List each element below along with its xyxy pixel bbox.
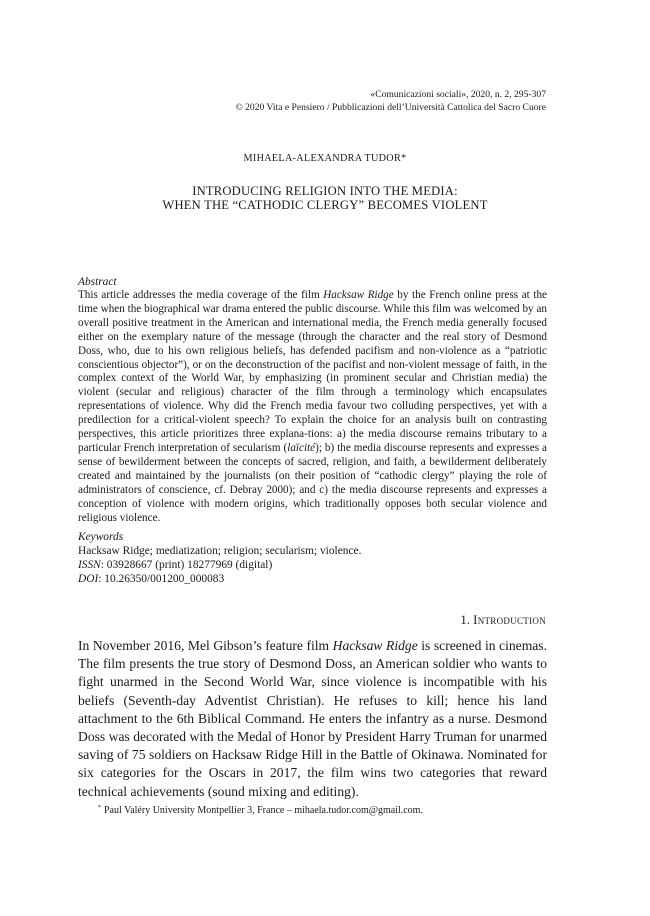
title-line-1: INTRODUCING RELIGION INTO THE MEDIA: [192, 184, 458, 198]
intro-text-part: is screened in cinemas. The film presents the true story of Desmond Doss, an American soldier who wants to fight unarmed in the Second World War, since violence is incompatible with his beliefs (Seventh-day Adventist Christian). He refuses to kill; hence his land attachment to the 6th Biblical Command. He enters the infantry as a nurse. Desmond Doss was decorated with the Medal of Honor by President Harry Truman for unarmed saving of 75 soldiers on Hacksaw Ridge Hill in the Battle of Okinawa. Nominated for six categories for the Oscars in 2017, the film wins two categories that reward technical achievements (sound mixing and editing). [78, 638, 547, 799]
abstract-film-title: Hacksaw Ridge [323, 289, 394, 301]
abstract-text-part: ); b) the media discourse represents and expresses a sense of bewilderment between the concepts of sacred, religion, and faith, a bewilderment deliberately created and maintained by the journalists (on their position of “cathodic clergy” playing the role of administrators of conscience, cf. Debray 2000); and c) the media discourse represents and expresses a conception of violence with modern origins, which traditionally opposes both secular violence and religious violence. [78, 441, 547, 524]
abstract-label: Abstract [78, 276, 117, 288]
issn-label: ISSN [78, 559, 101, 571]
abstract-text-part: by the French online press at the time when the biographical war drama entered the public discourse. While this film was welcomed by an overall positive treatment in the American and international media, the French media generally focused either on the exemplary nature of the message (through the character and the real story of Desmond Doss, who, due to his own religious beliefs, has defended pacifism and non-violence as a “patriotic conscientious objector”), or on the deconstruction of the pacifist and non-violent message of faith, in the complex context of the World War, by emphasizing (in prominent secular and Christian media) the violent (secular and religious) character of the film through a terminology which encapsulates representations of violence. Why did the French media favour two colluding perspectives, yet with a predilection for a critical-violent speech? To explain the choice for an analysis built on contrasting perspectives, this article prioritizes three explana-tions: a) the media discourse remains tributary to a particular French interpretation of secularism ( [78, 289, 547, 454]
doi-label: DOI [78, 573, 99, 585]
journal-citation: «Comunicazioni sociali», 2020, n. 2, 295-307 [370, 89, 546, 100]
abstract-text [78, 289, 547, 525]
journal-header [235, 89, 546, 114]
doi-value: : 10.26350/001200_000083 [98, 573, 225, 585]
abstract-laicite: laïcité [287, 441, 316, 454]
abstract-text-part: This article addresses the media coverage of the film [78, 289, 324, 301]
keywords-list: Hacksaw Ridge; mediatization; religion; secularism; violence. [78, 545, 362, 557]
footnote [98, 805, 423, 816]
section-heading [460, 613, 546, 628]
keywords-label: Keywords [78, 531, 124, 543]
intro-text-part: In November 2016, Mel Gibson’s feature film [78, 638, 333, 653]
issn-line [78, 559, 272, 571]
author-name: MIHAELA-ALEXANDRA TUDOR* [243, 153, 407, 164]
article-title [0, 184, 650, 212]
doi-line [78, 573, 224, 585]
issn-value: : 03928667 (print) 18277969 (digital) [100, 559, 273, 571]
footnote-mark: * [98, 805, 101, 811]
title-line-2: WHEN THE “CATHODIC CLERGY” BECOMES VIOLENT [162, 198, 488, 212]
footnote-text: Paul Valéry University Montpellier 3, France – mihaela.tudor.com@gmail.com. [104, 805, 423, 816]
intro-paragraph [78, 637, 547, 801]
section-title: Introduction [473, 613, 546, 627]
intro-film-title: Hacksaw Ridge [332, 638, 418, 653]
section-number: 1. [460, 613, 474, 627]
copyright-line: © 2020 Vita e Pensiero / Pubblicazioni dell’Università Cattolica del Sacro Cuore [235, 101, 546, 113]
